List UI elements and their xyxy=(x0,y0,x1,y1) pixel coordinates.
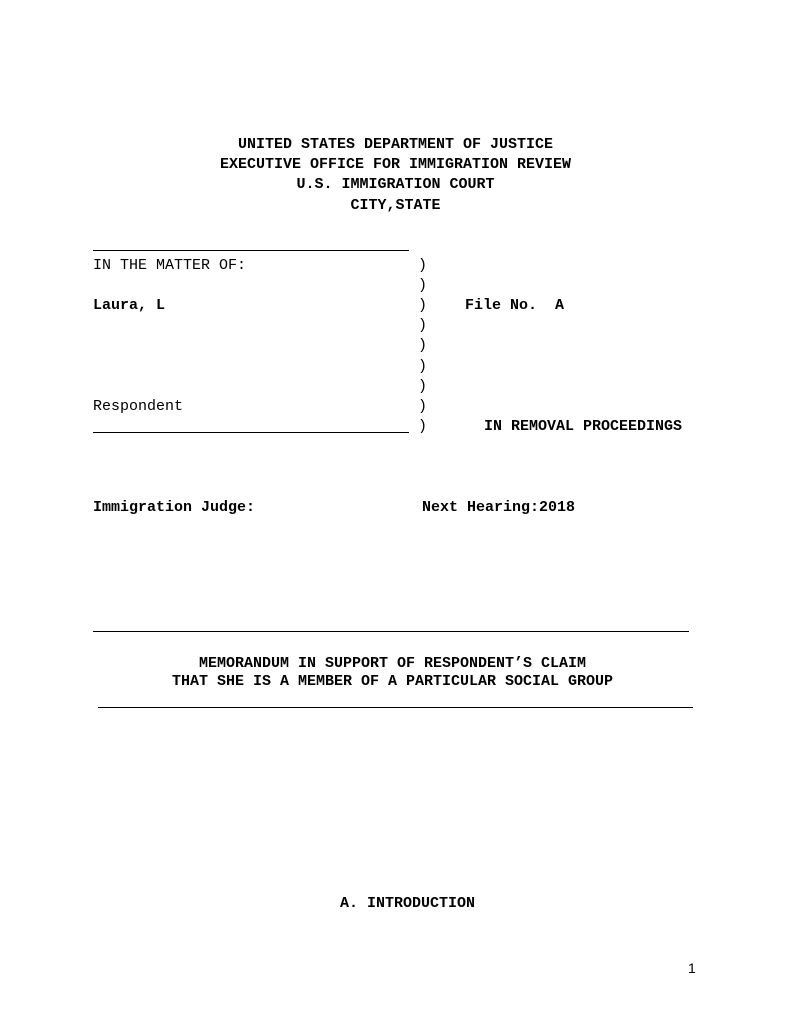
caption-paren: ) xyxy=(418,378,428,395)
proceedings-label: IN REMOVAL PROCEEDINGS xyxy=(484,418,683,435)
caption-paren: ) xyxy=(418,297,428,314)
caption-paren: ) xyxy=(418,317,428,334)
memo-title-line-2: THAT SHE IS A MEMBER OF A PARTICULAR SOCIAL GROUP xyxy=(171,673,614,690)
immigration-judge-label: Immigration Judge: xyxy=(93,499,256,516)
caption-top-rule xyxy=(93,250,409,251)
caption-paren: ) xyxy=(418,398,428,415)
next-hearing-label: Next Hearing:2018 xyxy=(422,499,576,516)
caption-paren: ) xyxy=(418,257,428,274)
memo-title-line-1: MEMORANDUM IN SUPPORT OF RESPONDENT’S CLAIM xyxy=(198,655,587,672)
court-header-line-2: EXECUTIVE OFFICE FOR IMMIGRATION REVIEW xyxy=(219,156,572,173)
court-header-line-3: U.S. IMMIGRATION COURT xyxy=(296,176,495,193)
respondent-name: Laura, L xyxy=(93,297,166,314)
memo-top-rule xyxy=(93,631,689,632)
court-header-line-4: CITY,STATE xyxy=(350,197,441,214)
memo-bottom-rule xyxy=(98,707,693,708)
caption-paren: ) xyxy=(418,358,428,375)
court-header-line-1: UNITED STATES DEPARTMENT OF JUSTICE xyxy=(237,136,554,153)
caption-bottom-rule xyxy=(93,432,409,433)
caption-paren: ) xyxy=(418,277,428,294)
caption-paren: ) xyxy=(418,418,428,435)
section-heading: A. INTRODUCTION xyxy=(339,895,476,912)
matter-label: IN THE MATTER OF: xyxy=(93,257,247,274)
page-number: 1 xyxy=(688,960,696,976)
caption-paren: ) xyxy=(418,337,428,354)
respondent-label: Respondent xyxy=(93,398,184,415)
file-number: File No. A xyxy=(465,297,565,314)
